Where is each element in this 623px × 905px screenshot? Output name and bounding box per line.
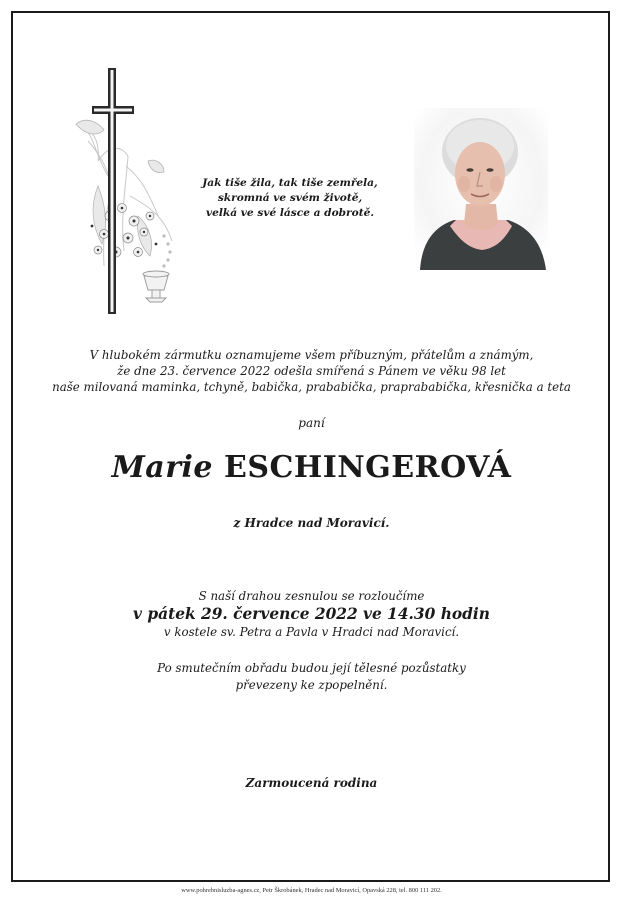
portrait-photo [414,108,548,270]
announcement-text [30,347,593,395]
ceremony-intro: S naší drahou zesnulou se rozloučíme [198,589,425,603]
memorial-verse [190,176,390,221]
mourners-signature: Zarmoucená rodina [245,776,378,790]
funeral-service-footer: www.pohrebnisluzba-agnes.cz, Petr Škrobánek, Hradec nad Moravicí, Opavská 228, tel. 800 111 202. [181,887,442,894]
verse-line: Jak tiše žila, tak tiše zemřela, [202,177,378,189]
deceased-name [0,450,623,485]
verse-line: velká ve své lásce a dobrotě. [205,207,375,219]
ceremony-details [0,588,623,641]
cremation-line: Po smutečním obřadu budou její tělesné pozůstatky [157,661,466,675]
ceremony-place: v kostele sv. Petra a Pavla v Hradci nad Moravicí. [163,625,460,639]
announcement-line: naše milovaná maminka, tchyně, babička, prababička, praprababička, křesnička a teta [52,380,571,394]
deceased-surname: ESCHINGEROVÁ [223,450,512,485]
ceremony-date: v pátek 29. července 2022 ve 14.30 hodin [133,605,490,623]
verse-line: skromná ve svém životě, [217,192,363,204]
announcement-line: V hlubokém zármutku oznamujeme všem příbuzným, přátelům a známým, [89,348,534,362]
announcement-line: že dne 23. července 2022 odešla smířená s Pánem ve věku 98 let [117,364,506,378]
honorific-title: paní [298,416,325,430]
cremation-note [0,660,623,694]
cross-flowers-icon [68,66,188,318]
cremation-line: převezeny ke zpopelnění. [235,678,388,692]
deceased-origin: z Hradce nad Moravicí. [233,516,390,530]
deceased-given-name: Marie [111,450,213,485]
